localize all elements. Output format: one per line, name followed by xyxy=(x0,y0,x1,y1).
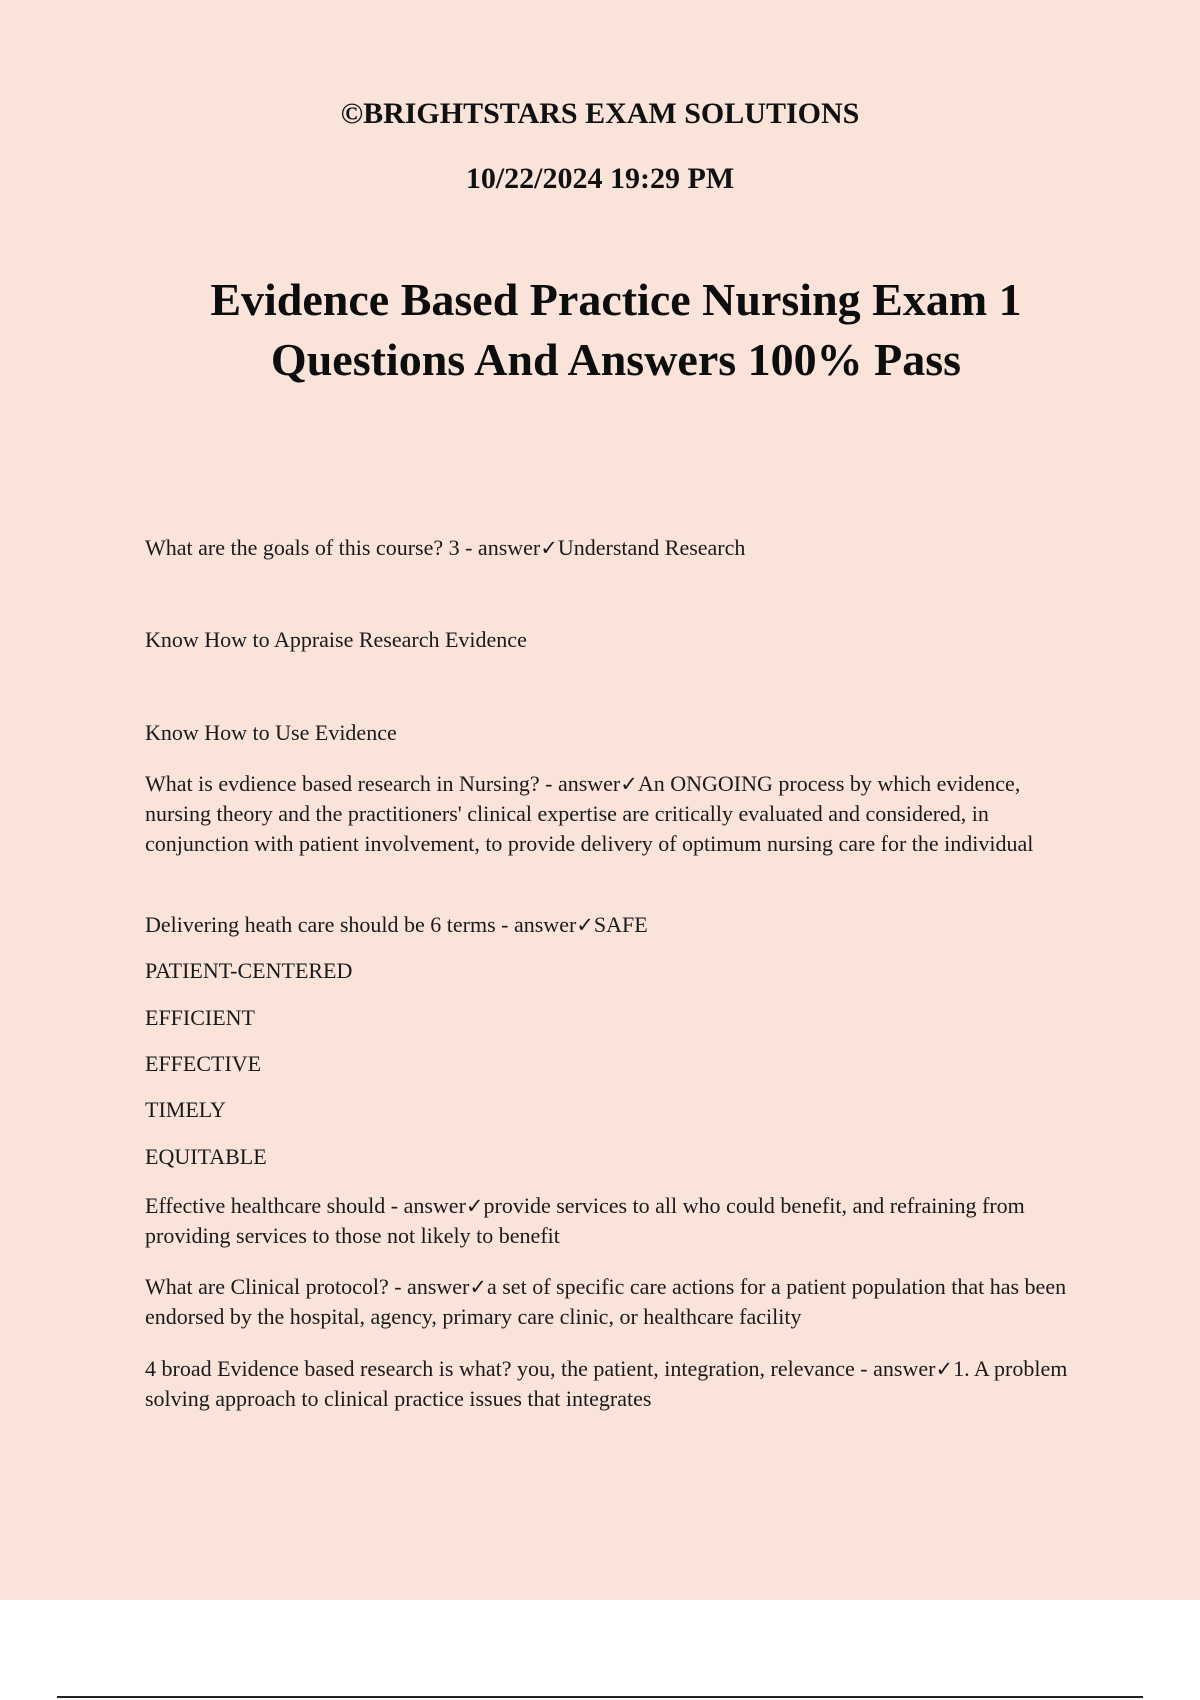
answer-text: provide services to all who could benefit, and refraining from providing services to those not likely to benefit xyxy=(145,1193,1025,1248)
title-line-1: Evidence Based Practice Nursing Exam 1 xyxy=(210,274,1022,325)
checkmark-icon: ✓ xyxy=(935,1357,954,1381)
list-item: Know How to Use Evidence xyxy=(145,720,397,745)
qa-item-delivering-health-care xyxy=(145,910,1085,940)
checkmark-icon: ✓ xyxy=(469,1275,487,1299)
document-title xyxy=(0,270,1200,390)
question-text: 4 broad Evidence based research is what? you, the patient, integration, relevance - answer xyxy=(145,1356,936,1381)
qa-item-evidence-based-research xyxy=(145,769,1085,859)
qa-item-course-goals xyxy=(145,533,1085,563)
list-item: EFFECTIVE xyxy=(145,1051,262,1076)
title-line-2: Questions And Answers 100% Pass xyxy=(270,334,962,385)
list-item: EQUITABLE xyxy=(145,1144,267,1169)
list-item: TIMELY xyxy=(145,1097,226,1122)
footer-divider xyxy=(57,1696,1143,1698)
list-item: EFFICIENT xyxy=(145,1005,255,1030)
checkmark-icon: ✓ xyxy=(465,1194,484,1218)
answer-text: An ONGOING process by which evidence, nursing theory and the practitioners' clinical expertise are critically evaluated and considered, in conjunction with patient involvement, to provide delivery of optimum nursing care for the individual xyxy=(145,771,1034,856)
list-item: PATIENT-CENTERED xyxy=(145,958,353,983)
brand-header: ©BRIGHTSTARS EXAM SOLUTIONS xyxy=(340,97,860,130)
answer-text: SAFE xyxy=(593,912,648,937)
timestamp: 10/22/2024 19:29 PM xyxy=(465,162,735,195)
checkmark-icon: ✓ xyxy=(620,772,638,796)
answer-text: Understand Research xyxy=(557,535,746,560)
question-text: What is evdience based research in Nursing? - answer xyxy=(145,771,621,796)
checkmark-icon: ✓ xyxy=(576,913,594,937)
answer-text: a set of specific care actions for a patient population that has been endorsed by the hospital, agency, primary care clinic, or healthcare facility xyxy=(145,1274,1067,1329)
answer-text: 1. A problem solving approach to clinical practice issues that integrates xyxy=(145,1356,1068,1411)
qa-item-clinical-protocol xyxy=(145,1272,1085,1332)
qa-item-effective-healthcare xyxy=(145,1191,1085,1251)
checkmark-icon: ✓ xyxy=(540,536,558,560)
list-item: Know How to Appraise Research Evidence xyxy=(145,627,527,652)
question-text: What are Clinical protocol? - answer xyxy=(145,1274,470,1299)
question-text: Effective healthcare should - answer xyxy=(145,1193,466,1218)
question-text: What are the goals of this course? 3 - answer xyxy=(145,535,541,560)
question-text: Delivering heath care should be 6 terms - answer xyxy=(145,912,577,937)
qa-item-broad-evidence-based-research xyxy=(145,1354,1085,1414)
